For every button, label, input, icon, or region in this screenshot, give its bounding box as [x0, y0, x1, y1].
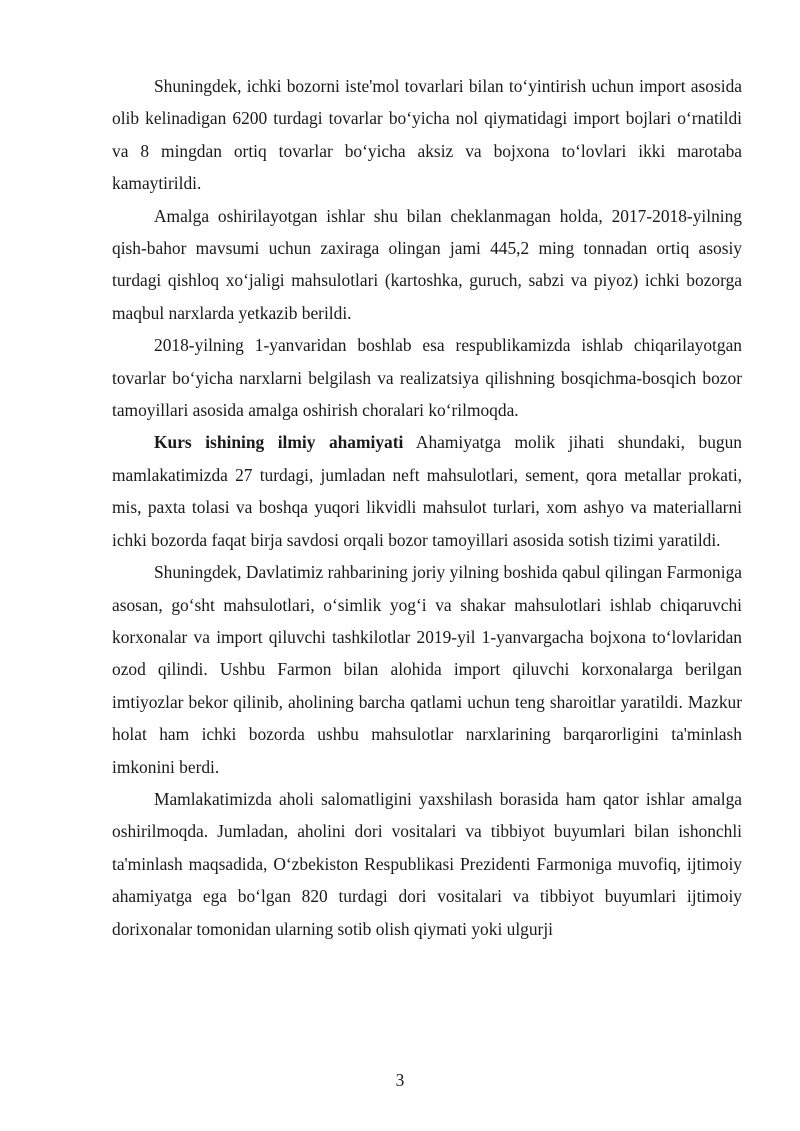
paragraph-text: Shuningdek, Davlatimiz rahbarining joriy yilning boshida qabul qilingan Farmoniga asosan, go‘sht mahsulotlari, o‘simlik yog‘i va shakar mahsulotlari ishlab chiqaruvchi korxonalar va import qiluvchi tashkilotlar 2019-yil 1-yanvargacha bojxona to‘lovlaridan ozod qilindi. Ushbu Farmon bilan alohida import qiluvchi korxonalarga berilgan imtiyozlar bekor qilinib, aholining barcha qatlami uchun teng sharoitlar yaratildi. Mazkur holat ham ichki bozorda ushbu mahsulotlar narxlarining barqarorligini ta'minlash imkonini berdi. [112, 562, 742, 777]
paragraph-text: 2018-yilning 1-yanvaridan boshlab esa respublikamizda ishlab chiqarilayotgan tovarlar bo‘yicha narxlarni belgilash va realizatsiya qilishning bosqichma-bosqich bozor tamoyillari asosida amalga oshirish choralari ko‘rilmoqda. [112, 335, 742, 421]
paragraph-scientific-significance [112, 426, 742, 556]
paragraph-pricing-reform [112, 329, 742, 426]
paragraph-text: Mamlakatimizda aholi salomatligini yaxshilash borasida ham qator ishlar amalga oshirilmoqda. Jumladan, aholini dori vositalari va tibbiyot buyumlari bilan ishonchli ta'minlash maqsadida, O‘zbekiston Respublikasi Prezidenti Farmoniga muvofiq, ijtimoiy ahamiyatga ega bo‘lgan 820 turdagi dori vositalari va tibbiyot buyumlari ijtimoiy dorixonalar tomonidan ularning sotib olish qiymati yoki ulgurji [112, 788, 742, 939]
paragraph-public-health [112, 783, 742, 945]
document-body [112, 70, 742, 945]
page-number: 3 [395, 1070, 405, 1090]
paragraph-agricultural-supply [112, 200, 742, 330]
paragraph-lead-heading: Kurs ishining ilmiy ahamiyati [154, 432, 404, 453]
paragraph-customs-exemption [112, 556, 742, 783]
paragraph-text: Ahamiyatga molik jihati shundaki, bugun mamlakatimizda 27 turdagi, jumladan neft mahsulotlari, sement, qora metallar prokati, mis, paxta tolasi va boshqa yuqori likvidli mahsulot turlari, xom ashyo va materiallarni ichki bozorda faqat birja savdosi orqali bozor tamoyillari asosida sotish tizimi yaratildi. [112, 432, 742, 550]
paragraph-text: Shuningdek, ichki bozorni iste'mol tovarlari bilan to‘yintirish uchun import asosida olib kelinadigan 6200 turdagi tovarlar bo‘yicha nol qiymatidagi import bojlari o‘rnatildi va 8 mingdan ortiq tovarlar bo‘yicha aksiz va bojxona to‘lovlari ikki marotaba kamaytirildi. [112, 76, 742, 194]
paragraph-import-duties [112, 70, 742, 200]
paragraph-text: Amalga oshirilayotgan ishlar shu bilan cheklanmagan holda, 2017-2018-yilning qish-bahor mavsumi uchun zaxiraga olingan jami 445,2 ming tonnadan ortiq asosiy turdagi qishloq xo‘jaligi mahsulotlari (kartoshka, guruch, sabzi va piyoz) ichki bozorga maqbul narxlarda yetkazib berildi. [112, 205, 742, 323]
